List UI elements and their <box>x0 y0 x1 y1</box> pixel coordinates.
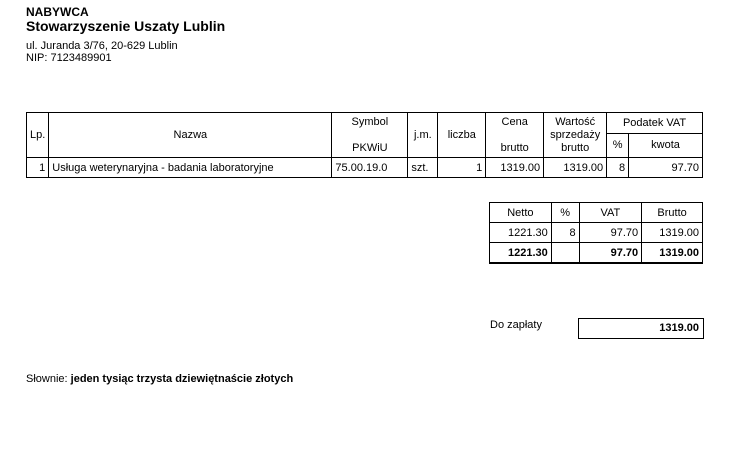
header-podatek: Podatek VAT <box>607 113 703 134</box>
buyer-nip: NIP: 7123489901 <box>26 52 112 64</box>
header-cena-line2: brutto <box>500 141 529 154</box>
payment-amount: 1319.00 <box>578 318 704 339</box>
in-words-label: Słownie: <box>26 373 68 385</box>
header-wartosc <box>544 113 607 158</box>
in-words-text: jeden tysiąc trzysta dziewiętnaście złotych <box>70 373 294 385</box>
header-symbol <box>332 113 408 158</box>
summary-header-netto: Netto <box>490 203 552 223</box>
header-jm: j.m. <box>408 113 438 158</box>
header-wartosc-line2: sprzedaży <box>550 128 601 141</box>
summary-total-row <box>490 243 703 264</box>
header-cena <box>486 113 544 158</box>
table-row <box>27 158 703 178</box>
summary-header-pct: % <box>551 203 579 223</box>
header-symbol-line1: Symbol <box>351 115 389 128</box>
cell-wartosc: 1319.00 <box>544 158 607 178</box>
cell-vat-pct: 8 <box>607 158 629 178</box>
cell-liczba: 1 <box>438 158 486 178</box>
buyer-address: ul. Juranda 3/76, 20-629 Lublin <box>26 40 178 52</box>
summary-header-brutto: Brutto <box>642 203 703 223</box>
summary-header-vat: VAT <box>579 203 642 223</box>
header-lp: Lp. <box>27 113 49 158</box>
buyer-label: NABYWCA <box>26 5 89 19</box>
summary-vat: 97.70 <box>579 223 642 243</box>
summary-pct: 8 <box>551 223 579 243</box>
header-podatek-kwota: kwota <box>629 134 703 158</box>
cell-nazwa: Usługa weterynaryjna - badania laboratoryjne <box>49 158 332 178</box>
header-wartosc-line3: brutto <box>561 141 590 154</box>
items-table <box>26 112 703 178</box>
cell-vat-kwota: 97.70 <box>629 158 703 178</box>
total-vat: 97.70 <box>579 243 642 264</box>
buyer-section <box>26 6 225 64</box>
header-liczba: liczba <box>438 113 486 158</box>
summary-row <box>490 223 703 243</box>
summary-brutto: 1319.00 <box>642 223 703 243</box>
cell-lp: 1 <box>27 158 49 178</box>
total-brutto: 1319.00 <box>642 243 703 264</box>
total-netto: 1221.30 <box>490 243 552 264</box>
header-cena-line1: Cena <box>501 115 528 128</box>
buyer-name: Stowarzyszenie Uszaty Lublin <box>26 18 226 34</box>
header-podatek-pct: % <box>607 134 629 158</box>
cell-jm: szt. <box>408 158 438 178</box>
summary-netto: 1221.30 <box>490 223 552 243</box>
header-nazwa: Nazwa <box>49 113 332 158</box>
cell-symbol: 75.00.19.0 <box>332 158 408 178</box>
amount-in-words <box>26 373 293 385</box>
total-pct <box>551 243 579 264</box>
cell-cena: 1319.00 <box>486 158 544 178</box>
header-wartosc-line1: Wartość <box>555 115 596 128</box>
payment-label: Do zapłaty <box>490 319 542 331</box>
header-symbol-line2: PKWiU <box>352 141 388 154</box>
summary-table <box>489 202 703 264</box>
